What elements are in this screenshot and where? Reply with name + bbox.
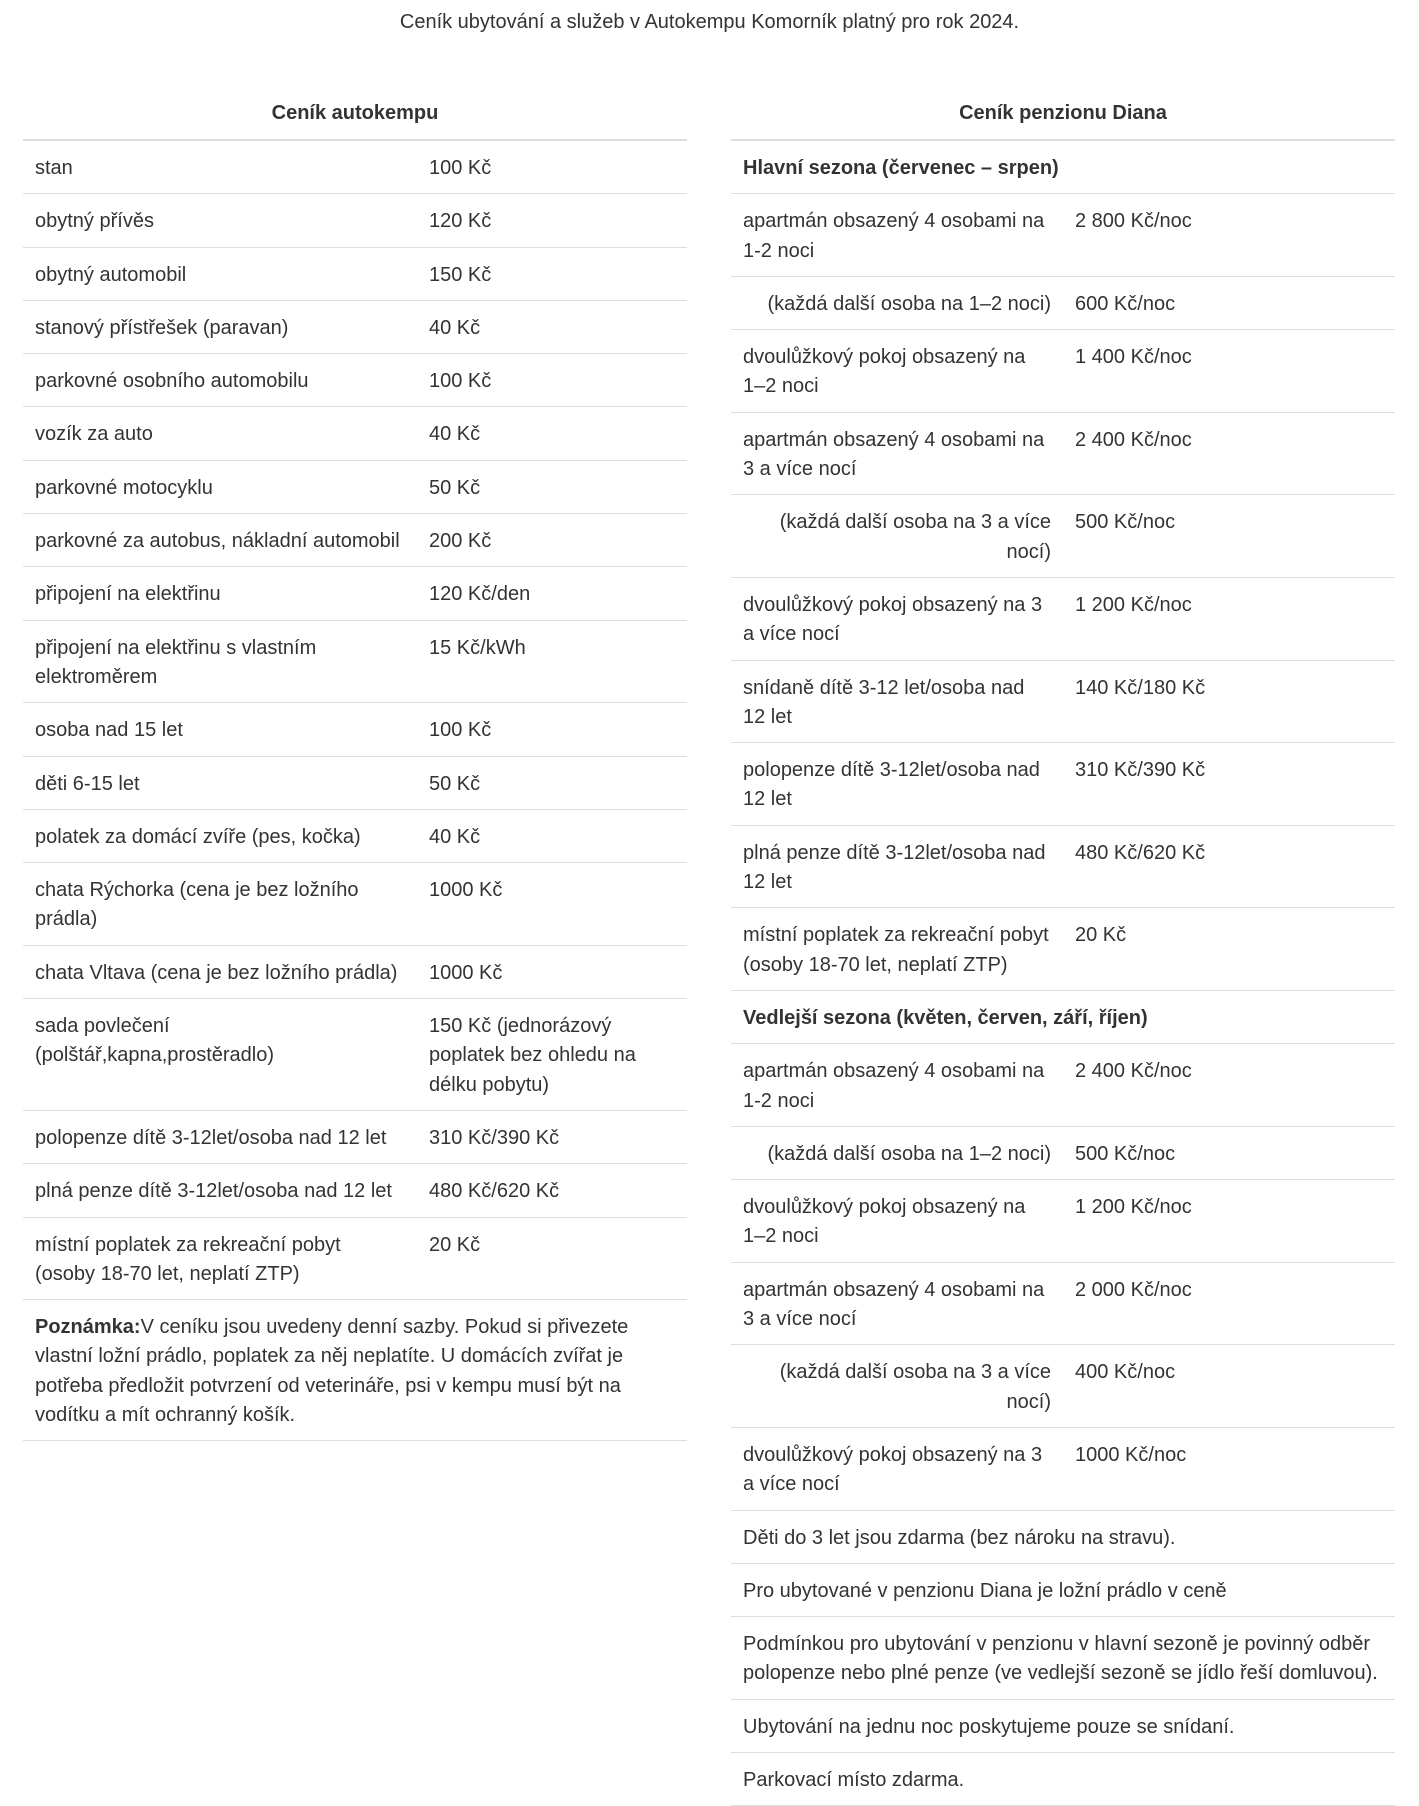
- high-season-heading: Hlavní sezona (červenec – srpen): [731, 141, 1395, 194]
- table-row: [23, 1164, 687, 1217]
- table-row: [23, 194, 687, 247]
- item-price: 1000 Kč: [417, 863, 687, 946]
- table-row: [731, 743, 1395, 826]
- note-row: [731, 1699, 1395, 1752]
- camp-price-list: [23, 90, 687, 1441]
- item-name: apartmán obsazený 4 osobami na 1-2 noci: [731, 1044, 1063, 1127]
- table-row: [731, 1345, 1395, 1428]
- table-row: [731, 1427, 1395, 1510]
- item-price: 50 Kč: [417, 460, 687, 513]
- item-name: děti 6-15 let: [23, 756, 417, 809]
- item-price: 1 400 Kč/noc: [1063, 330, 1395, 413]
- item-price: 1000 Kč: [417, 945, 687, 998]
- item-name: parkovné osobního automobilu: [23, 354, 417, 407]
- item-name: dvoulůžkový pokoj obsazený na 1–2 noci: [731, 330, 1063, 413]
- item-price: 50 Kč: [417, 756, 687, 809]
- item-price: 200 Kč: [417, 514, 687, 567]
- table-row: [731, 412, 1395, 495]
- item-price: 2 400 Kč/noc: [1063, 1044, 1395, 1127]
- table-row: [23, 141, 687, 194]
- table-row: [731, 495, 1395, 578]
- item-price: 40 Kč: [417, 809, 687, 862]
- table-row: [731, 825, 1395, 908]
- item-price: 20 Kč: [417, 1217, 687, 1300]
- pension-note: Podmínkou pro ubytování v penzionu v hlavní sezoně je povinný odběr polopenze nebo plné penze (ve vedlejší sezoně se jídlo řeší domluvou).: [731, 1617, 1395, 1700]
- table-row: [731, 1180, 1395, 1263]
- item-price: 140 Kč/180 Kč: [1063, 660, 1395, 743]
- item-name: stanový přístřešek (paravan): [23, 300, 417, 353]
- table-row: [731, 276, 1395, 329]
- item-name: sada povlečení (polštář,kapna,prostěradlo): [23, 999, 417, 1111]
- pension-table: [731, 141, 1395, 1806]
- item-name: plná penze dítě 3-12let/osoba nad 12 let: [23, 1164, 417, 1217]
- item-name: vozík za auto: [23, 407, 417, 460]
- item-price: 500 Kč/noc: [1063, 495, 1395, 578]
- table-row: [23, 567, 687, 620]
- table-row: [23, 620, 687, 703]
- season-heading-row: [731, 141, 1395, 194]
- table-row: [731, 1262, 1395, 1345]
- table-row: [23, 407, 687, 460]
- item-price: 1 200 Kč/noc: [1063, 1180, 1395, 1263]
- season-heading-row: [731, 990, 1395, 1043]
- table-row: [23, 703, 687, 756]
- table-row: [23, 1110, 687, 1163]
- table-row: [731, 194, 1395, 277]
- item-price: 150 Kč (jednorázový poplatek bez ohledu na délku pobytu): [417, 999, 687, 1111]
- note-label: Poznámka:: [35, 1316, 141, 1339]
- item-name: (každá další osoba na 3 a více nocí): [731, 495, 1063, 578]
- item-name: (každá další osoba na 3 a více nocí): [731, 1345, 1063, 1428]
- item-price: 480 Kč/620 Kč: [417, 1164, 687, 1217]
- table-row: [23, 756, 687, 809]
- table-row: [23, 809, 687, 862]
- item-price: 100 Kč: [417, 703, 687, 756]
- table-row: [731, 660, 1395, 743]
- low-season-heading: Vedlejší sezona (květen, červen, září, říjen): [731, 990, 1395, 1043]
- item-price: 400 Kč/noc: [1063, 1345, 1395, 1428]
- camp-table: [23, 141, 687, 1441]
- table-row: [731, 1044, 1395, 1127]
- item-price: 2 000 Kč/noc: [1063, 1262, 1395, 1345]
- item-price: 2 800 Kč/noc: [1063, 194, 1395, 277]
- table-row: [23, 999, 687, 1111]
- item-name: chata Rýchorka (cena je bez ložního prádla): [23, 863, 417, 946]
- table-row: [23, 863, 687, 946]
- table-row: [23, 247, 687, 300]
- camp-note: [23, 1300, 687, 1441]
- item-name: polatek za domácí zvíře (pes, kočka): [23, 809, 417, 862]
- item-price: 1 200 Kč/noc: [1063, 577, 1395, 660]
- item-price: 2 400 Kč/noc: [1063, 412, 1395, 495]
- item-price: 120 Kč/den: [417, 567, 687, 620]
- item-name: stan: [23, 141, 417, 194]
- note-row: [731, 1563, 1395, 1616]
- camp-title: Ceník autokempu: [23, 90, 687, 141]
- table-row: [23, 354, 687, 407]
- item-name: připojení na elektřinu s vlastním elektroměrem: [23, 620, 417, 703]
- item-name: snídaně dítě 3-12 let/osoba nad 12 let: [731, 660, 1063, 743]
- pension-title: Ceník penzionu Diana: [731, 90, 1395, 141]
- pension-note: Ubytování na jednu noc poskytujeme pouze se snídaní.: [731, 1699, 1395, 1752]
- item-price: 310 Kč/390 Kč: [417, 1110, 687, 1163]
- item-name: plná penze dítě 3-12let/osoba nad 12 let: [731, 825, 1063, 908]
- item-price: 600 Kč/noc: [1063, 276, 1395, 329]
- item-price: 40 Kč: [417, 300, 687, 353]
- intro-text: Ceník ubytování a služeb v Autokempu Komorník platný pro rok 2024.: [399, 11, 1020, 33]
- pension-note: Pro ubytované v penzionu Diana je ložní prádlo v ceně: [731, 1563, 1395, 1616]
- item-price: 500 Kč/noc: [1063, 1126, 1395, 1179]
- item-name: dvoulůžkový pokoj obsazený na 3 a více nocí: [731, 577, 1063, 660]
- note-row: [23, 1300, 687, 1441]
- item-name: místní poplatek za rekreační pobyt (osoby 18-70 let, neplatí ZTP): [731, 908, 1063, 991]
- item-price: 20 Kč: [1063, 908, 1395, 991]
- pension-note: Děti do 3 let jsou zdarma (bez nároku na stravu).: [731, 1510, 1395, 1563]
- item-name: chata Vltava (cena je bez ložního prádla): [23, 945, 417, 998]
- item-price: 100 Kč: [417, 141, 687, 194]
- item-price: 15 Kč/kWh: [417, 620, 687, 703]
- item-price: 480 Kč/620 Kč: [1063, 825, 1395, 908]
- item-name: parkovné za autobus, nákladní automobil: [23, 514, 417, 567]
- table-row: [23, 945, 687, 998]
- table-row: [731, 577, 1395, 660]
- table-row: [23, 514, 687, 567]
- item-price: 120 Kč: [417, 194, 687, 247]
- item-name: apartmán obsazený 4 osobami na 1-2 noci: [731, 194, 1063, 277]
- pension-price-list: [731, 90, 1395, 1806]
- table-row: [731, 908, 1395, 991]
- pension-note: Parkovací místo zdarma.: [731, 1752, 1395, 1805]
- item-name: připojení na elektřinu: [23, 567, 417, 620]
- note-text: V ceníku jsou uvedeny denní sazby. Pokud si přivezete vlastní ložní prádlo, poplatek za něj neplatíte. U domácích zvířat je potřeba předložit potvrzení od veterináře, psi v kempu musí být na vodítku a mít ochranný košík.: [35, 1316, 629, 1427]
- item-name: osoba nad 15 let: [23, 703, 417, 756]
- item-name: dvoulůžkový pokoj obsazený na 1–2 noci: [731, 1180, 1063, 1263]
- item-name: polopenze dítě 3-12let/osoba nad 12 let: [23, 1110, 417, 1163]
- item-name: obytný přívěs: [23, 194, 417, 247]
- item-name: apartmán obsazený 4 osobami na 3 a více nocí: [731, 412, 1063, 495]
- item-name: obytný automobil: [23, 247, 417, 300]
- item-name: místní poplatek za rekreační pobyt (osoby 18-70 let, neplatí ZTP): [23, 1217, 417, 1300]
- item-name: dvoulůžkový pokoj obsazený na 3 a více nocí: [731, 1427, 1063, 1510]
- note-row: [731, 1752, 1395, 1805]
- note-row: [731, 1617, 1395, 1700]
- item-price: 1000 Kč/noc: [1063, 1427, 1395, 1510]
- table-row: [23, 460, 687, 513]
- table-row: [731, 1126, 1395, 1179]
- item-name: apartmán obsazený 4 osobami na 3 a více nocí: [731, 1262, 1063, 1345]
- item-price: 310 Kč/390 Kč: [1063, 743, 1395, 826]
- item-name: parkovné motocyklu: [23, 460, 417, 513]
- item-name: polopenze dítě 3-12let/osoba nad 12 let: [731, 743, 1063, 826]
- table-row: [23, 300, 687, 353]
- table-row: [731, 330, 1395, 413]
- note-row: [731, 1510, 1395, 1563]
- item-price: 150 Kč: [417, 247, 687, 300]
- item-name: (každá další osoba na 1–2 noci): [731, 1126, 1063, 1179]
- item-price: 40 Kč: [417, 407, 687, 460]
- item-price: 100 Kč: [417, 354, 687, 407]
- item-name: (každá další osoba na 1–2 noci): [731, 276, 1063, 329]
- table-row: [23, 1217, 687, 1300]
